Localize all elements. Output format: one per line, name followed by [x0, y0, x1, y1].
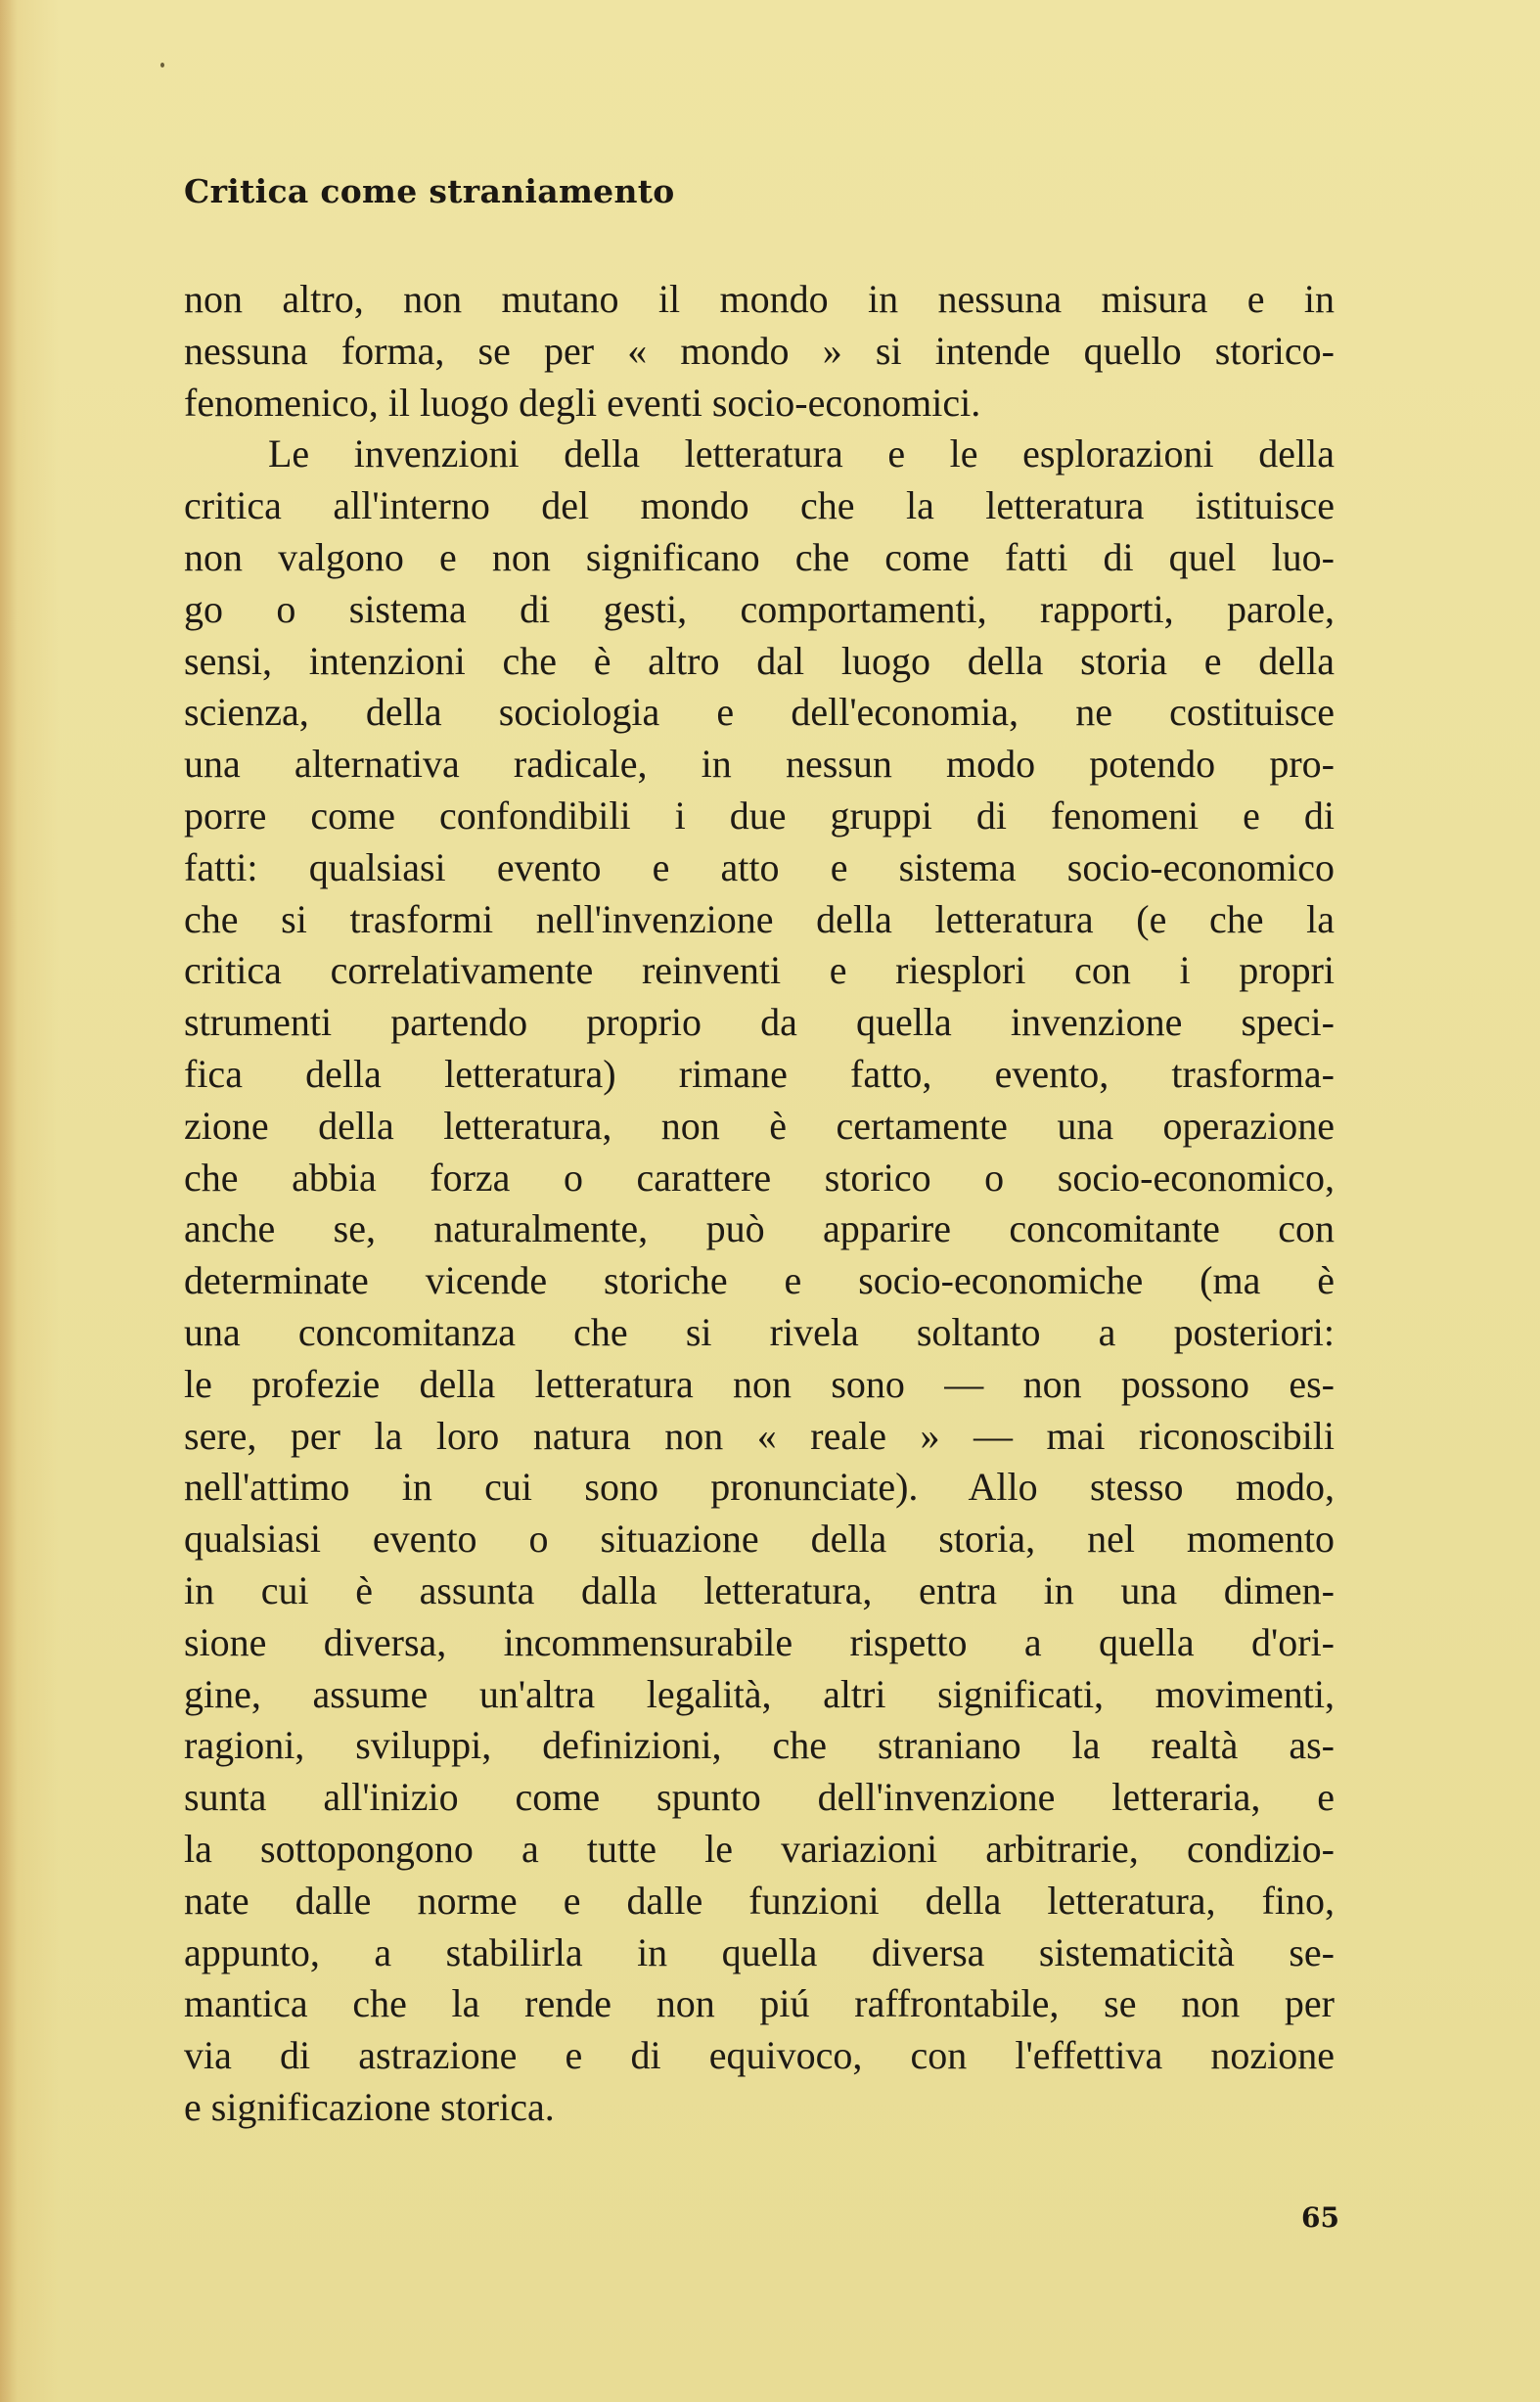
text-line: appunto, a stabilirla in quella diversa sistematicità se-	[184, 1929, 1335, 1974]
text-line: una alternativa radicale, in nessun modo potendo pro-	[184, 742, 1335, 787]
text-line: in cui è assunta dalla letteratura, entra in una dimen-	[184, 1567, 1335, 1612]
text-line: ragioni, sviluppi, definizioni, che straniano la realtà as-	[184, 1723, 1335, 1768]
text-line: nate dalle norme e dalle funzioni della letteratura, fino,	[184, 1878, 1335, 1923]
text-line: che si trasformi nell'invenzione della letteratura (e che la	[184, 896, 1335, 941]
text-line: critica all'interno del mondo che la letteratura istituisce	[184, 483, 1335, 528]
text-line: sere, per la loro natura non « reale » — mai riconoscibili	[184, 1413, 1335, 1458]
text-line: go o sistema di gesti, comportamenti, rapporti, parole,	[184, 586, 1335, 631]
text-line: fenomenico, il luogo degli eventi socio-economici.	[184, 380, 981, 425]
text-line: la sottopongono a tutte le variazioni arbitrarie, condizio-	[184, 1826, 1335, 1871]
text-line: sensi, intenzioni che è altro dal luogo della storia e della	[184, 638, 1335, 683]
text-line: Le invenzioni della letteratura e le esplorazioni della	[268, 431, 1335, 476]
text-line: strumenti partendo proprio da quella invenzione speci-	[184, 1000, 1335, 1045]
text-line: scienza, della sociologia e dell'economia, ne costituisce	[184, 690, 1335, 735]
page-number: 65	[1301, 2201, 1339, 2234]
text-line: sione diversa, incommensurabile rispetto a quella d'ori-	[184, 1619, 1335, 1664]
text-line: critica correlativamente reinventi e riesplori con i propri	[184, 948, 1335, 993]
text-line: fatti: qualsiasi evento e atto e sistema socio-economico	[184, 844, 1335, 889]
text-line: sunta all'inizio come spunto dell'invenzione letteraria, e	[184, 1775, 1335, 1820]
text-line: qualsiasi evento o situazione della storia, nel momento	[184, 1517, 1335, 1562]
text-line: non valgono e non significano che come fatti di quel luo-	[184, 534, 1335, 579]
text-line: porre come confondibili i due gruppi di fenomeni e di	[184, 793, 1335, 838]
ink-speck	[160, 63, 164, 68]
text-line: anche se, naturalmente, può apparire concomitante con	[184, 1206, 1335, 1251]
text-line: una concomitanza che si rivela soltanto a posteriori:	[184, 1309, 1335, 1354]
text-line: zione della letteratura, non è certamente una operazione	[184, 1103, 1335, 1148]
body-text	[184, 274, 1335, 2134]
text-line: mantica che la rende non piú raffrontabile, se non per	[184, 1981, 1335, 2026]
text-line: che abbia forza o carattere storico o socio-economico,	[184, 1155, 1335, 1200]
text-line: le profezie della letteratura non sono — non possono es-	[184, 1361, 1335, 1406]
text-line: nessuna forma, se per « mondo » si intende quello storico-	[184, 328, 1335, 373]
text-line: fica della letteratura) rimane fatto, evento, trasforma-	[184, 1051, 1335, 1096]
running-head: Critica come straniamento	[184, 172, 675, 210]
text-line: e significazione storica.	[184, 2084, 555, 2129]
text-line: gine, assume un'altra legalità, altri significati, movimenti,	[184, 1671, 1335, 1716]
text-line: non altro, non mutano il mondo in nessuna misura e in	[184, 277, 1335, 321]
text-line: via di astrazione e di equivoco, con l'effettiva nozione	[184, 2033, 1335, 2078]
text-line: determinate vicende storiche e socio-economiche (ma è	[184, 1258, 1335, 1303]
text-line: nell'attimo in cui sono pronunciate). Allo stesso modo,	[184, 1465, 1335, 1510]
